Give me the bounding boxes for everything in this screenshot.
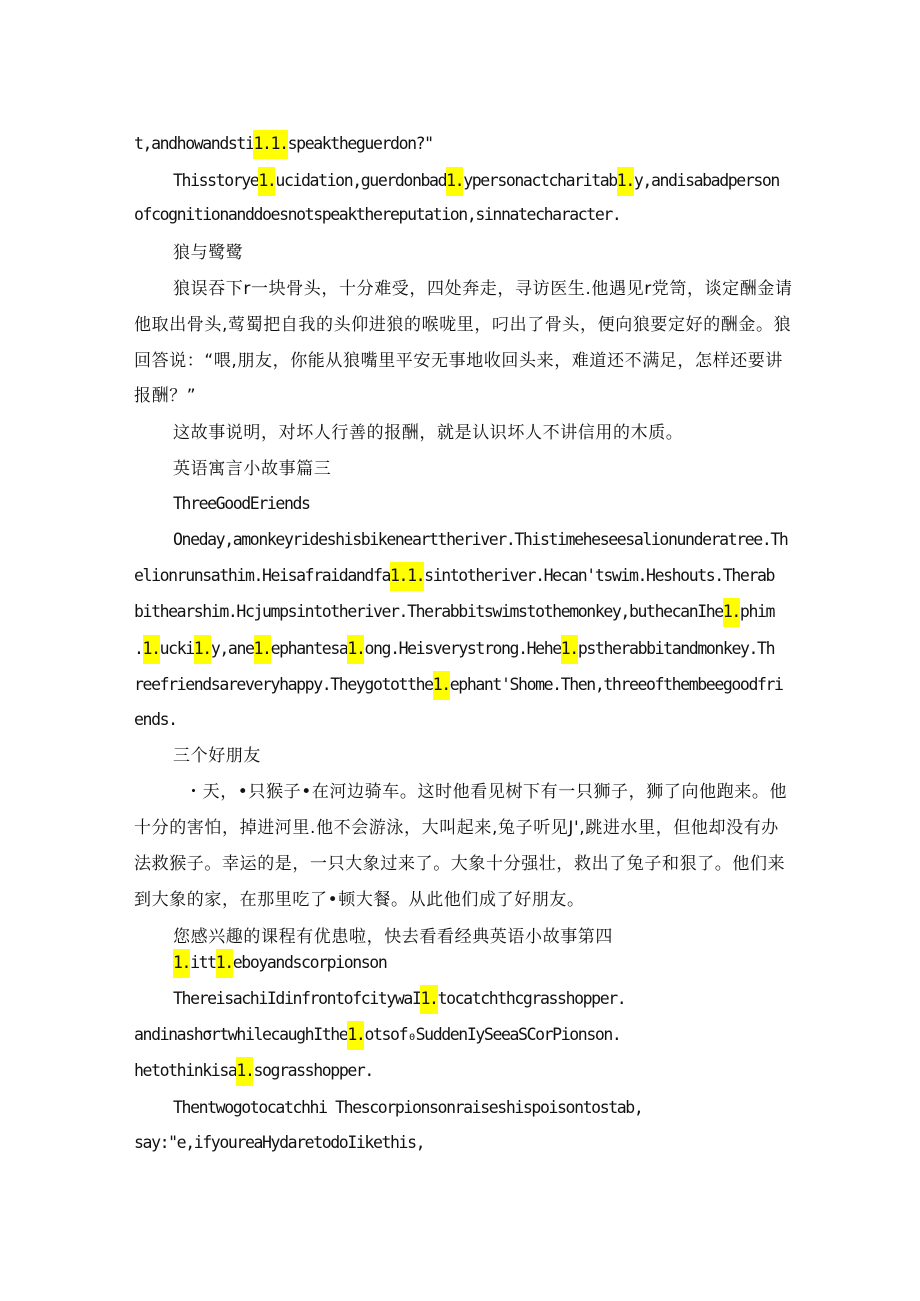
highlighted-text: 1.1. <box>253 130 287 159</box>
text-segment: ・天，•只猴子•在河边骑车。这时他看见树下有一只狮子，狮了向他跑来。他 <box>185 782 788 802</box>
story-title <box>173 951 386 975</box>
text-segment: TherеisachiIdinfrontofcitywaI <box>173 989 421 1008</box>
section-heading <box>173 241 243 265</box>
highlighted-text: 1. <box>194 635 211 664</box>
text-segment: pstherabbitandmonkey.Th <box>577 639 775 658</box>
text-segment: ypersonactcharitab <box>463 171 617 190</box>
highlighted-text: 1. <box>347 635 364 664</box>
text-segment: tocatchthcgrasshopper. <box>437 989 626 1008</box>
text-line <box>173 1096 642 1120</box>
text-segment: 狼与鹭鹭 <box>173 243 244 263</box>
text-segment: ofcognitionanddoesnotspeakthereputation,sinnatecharacter. <box>134 205 621 224</box>
text-line <box>185 780 787 804</box>
text-line <box>134 1059 373 1083</box>
highlighted-text: 1. <box>420 985 437 1014</box>
text-line <box>173 528 787 552</box>
highlighted-text: 1. <box>236 1057 253 1086</box>
text-line <box>134 708 177 732</box>
section-heading <box>173 457 331 481</box>
text-segment: ucidation,guerdonbad <box>275 171 447 190</box>
text-line <box>173 169 779 193</box>
text-line <box>134 673 783 697</box>
section-heading <box>173 744 261 768</box>
highlighted-text: 1.1. <box>390 562 424 591</box>
text-segment: 英语寓言小故事篇三 <box>173 459 332 479</box>
highlighted-text: 1. <box>617 167 634 196</box>
text-line <box>173 987 625 1011</box>
text-segment: andinashσrtwhilecaughIthe <box>134 1025 348 1044</box>
text-line <box>134 349 783 373</box>
text-segment: ucki <box>159 639 194 658</box>
text-line <box>134 637 774 661</box>
text-segment: 这故事说明，对坏人行善的报酬，就是认识坏人不讲信用的木质。 <box>173 423 684 443</box>
text-segment: 狼误吞下r一块骨头，十分难受，四处奔走，寻访医生.他遇见r党笥，谈定酬金请 <box>173 279 793 299</box>
text-segment: eboyandscorpionson <box>232 953 387 972</box>
highlighted-text: 1. <box>143 635 160 664</box>
text-segment: itt <box>190 953 216 972</box>
text-segment: hetothinkisa <box>134 1061 237 1080</box>
text-segment: ends. <box>134 710 177 729</box>
text-segment: say:"e,ifyoureaHydaretodoIikethis, <box>134 1133 425 1152</box>
text-line <box>134 313 791 337</box>
highlighted-text: 1. <box>173 949 190 978</box>
text-segment: 到大象的家，在那里吃了•顿大餐。从此他们成了好朋友。 <box>134 890 585 910</box>
text-segment: 他取出骨头,莺蜀把自我的头仰进狼的喉咙里，叼出了骨头，便向狼要定好的酬金。狼 <box>134 315 792 335</box>
text-segment: 法救猴子。幸运的是，一只大象过来了。大象十分强壮，救出了兔子和狠了。他们来 <box>134 854 786 874</box>
text-line <box>134 600 774 624</box>
highlighted-text: 1. <box>347 1021 364 1050</box>
story-title <box>173 492 310 516</box>
text-line <box>134 384 196 408</box>
text-segment: speaktheguerdon?" <box>287 134 433 153</box>
highlighted-text: 1. <box>216 949 233 978</box>
text-segment: ThreeGoodEriends <box>173 494 310 513</box>
text-segment: sintotheriver.Hecan'tswim.Heshouts.Therab <box>424 566 775 585</box>
text-line <box>134 816 779 840</box>
text-segment: 回答说：“喂,朋友，你能从狼嘴里平安无事地收回头来，难道还不满足，怎样还要讲 <box>134 351 784 371</box>
text-segment: otsof₀SuddenIySeeaSCorPionson. <box>364 1025 621 1044</box>
section-heading <box>173 925 613 949</box>
highlighted-text: 1. <box>561 635 578 664</box>
text-segment: Thentwogotocatchhi Thescorpionsonraiseshispoisontostab, <box>173 1098 643 1117</box>
text-line <box>134 852 785 876</box>
highlighted-text: 1. <box>433 671 450 700</box>
text-segment: . <box>134 639 143 658</box>
text-segment: 您感兴趣的课程有优患啦，快去看看经典英语小故事第四 <box>173 927 613 947</box>
highlighted-text: 1. <box>723 598 740 627</box>
highlighted-text: 1. <box>446 167 463 196</box>
text-line <box>134 1023 620 1047</box>
text-segment: sograsshopper. <box>253 1061 373 1080</box>
text-line <box>134 203 620 227</box>
text-segment: t,andhowandsti <box>134 134 254 153</box>
text-line <box>134 132 433 156</box>
text-segment: ephantesa <box>270 639 348 658</box>
text-segment: y,andisabadperson <box>633 171 779 190</box>
text-segment: 十分的害怕，掉进河里.他不会游泳，大叫起来,兔子听见J',跳进水里，但他却没有办 <box>134 818 779 838</box>
text-segment: reefriendsareveryhappy.Theygototthe <box>134 675 433 694</box>
text-segment: bithearshim.Hcjumpsintotheriver.Therabbitswimstothemonkey,buthecanIhe <box>134 602 723 621</box>
text-segment: 三个好朋友 <box>173 746 261 766</box>
text-line <box>173 421 683 445</box>
text-line <box>134 888 585 912</box>
highlighted-text: 1. <box>258 167 275 196</box>
text-segment: elionrunsathim.Heisafraidandfa <box>134 566 391 585</box>
text-segment: phim <box>739 602 775 621</box>
text-segment: Oneday,amonkeyrideshisbikenearttheriver.Thistimeheseesalionunderatree.Th <box>173 530 788 549</box>
text-line <box>173 277 793 301</box>
text-segment: ephant'Shome.Then,threeofthembeegoodfri <box>449 675 783 694</box>
highlighted-text: 1. <box>254 635 271 664</box>
text-segment: ong.Heisverystrong.Hehe <box>364 639 561 658</box>
text-segment: y,ane <box>210 639 254 658</box>
text-line <box>134 1131 424 1155</box>
text-segment: 报酬？” <box>134 386 197 406</box>
text-line <box>134 564 774 588</box>
text-segment: Thisstorye <box>173 171 259 190</box>
